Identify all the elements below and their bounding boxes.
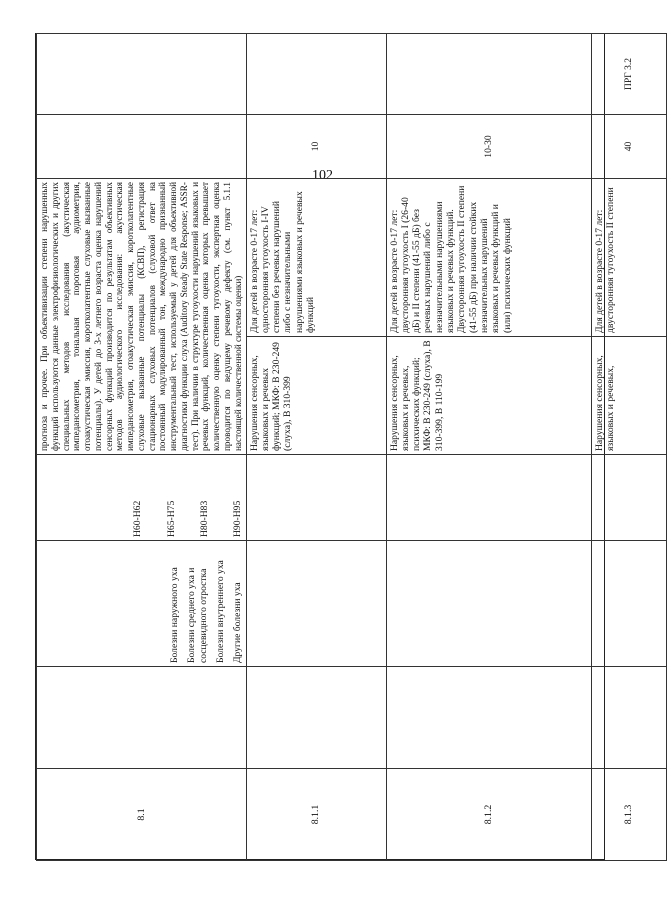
rotated-table-frame <box>35 33 634 860</box>
table-row <box>246 34 386 861</box>
disease-name: Другие болезни уха <box>232 582 244 663</box>
impairment-description: Нарушения сенсорных, языковых и речевых, <box>591 337 666 455</box>
row-code: 8.1 <box>37 769 247 861</box>
rehab-group: ПРГ 3.2 <box>591 34 666 115</box>
disease-name: Болезни наружного уха <box>168 567 180 663</box>
table-row <box>591 34 666 861</box>
percent-value: 10 <box>246 115 386 179</box>
icd-code: H60-H62 <box>132 500 144 537</box>
disease-list <box>37 541 247 667</box>
icd-code: H80-H83 <box>198 500 210 537</box>
table-row <box>386 34 591 861</box>
row-code: 8.1.1 <box>246 769 386 861</box>
criteria-description: Для детей в возрасте 0-17 лет: односторонняя тугоухость I-IV степени без речевых нарушений либо с незначительными нарушениями языковых и речевых функций <box>246 179 386 337</box>
icd-code: H90-H95 <box>232 500 244 537</box>
impairment-description: Нарушения сенсорных, языковых и речевых функций; МКФ: B 230-249 (слуха), B 310-399 <box>246 337 386 455</box>
criteria-description: Для детей в возрасте 0-17 лет: двусторонняя тугоухость I (26-40 дБ) и II степени (41-55 дБ) без речевых нарушений либо с незначительными нарушениями языковых и речевых функций. Двусторонняя тугоухость II степени (41-55 дБ) при наличии стойких незначительных нарушений языковых и речевых функций и (или) психических функций <box>386 179 591 337</box>
impairment-description: Нарушения сенсорных, языковых и речевых, психических функций; МКФ: B 230-249 (слуха), B 310-399, B 110-199 <box>386 337 591 455</box>
percent-value: 40 <box>591 115 666 179</box>
disease-name: Болезни внутреннего уха <box>214 560 226 663</box>
disease-name: Болезни среднего уха и сосцевидного отростка <box>186 567 209 663</box>
criteria-description: Для детей в возрасте 0-17 лет: двусторонняя тугоухость II степени <box>591 179 666 337</box>
percent-value: 10-30 <box>386 115 591 179</box>
assessment-description: прогноза и прочее. При объективизации степени нарушенных функций используются данные электрофизиологических и других специальных методов исследования (акустическая импедансометрия, тональная пороговая аудиометрия, отоакустическая эмиссия, коротколатентные слуховые вызванные потенциалы). У детей до 3-х летнего возраста оценка нарушений сенсорных функций производится по результатам объективных методов аудиологического исследования: акустическая импедансометрия, отоакустическая эмиссия, коротколатентные слуховые вызванные потенциалы (КСВП), регистрация стационарных слуховых потенциалов (слуховой ответ на постоянный модулированный тон, международно признанный инструментальный тест, используемый у детей для объективной диагностики функции слуха (Auditory Steady State Response; ASSR-тест). При наличии в структуре тугоухости нарушений языковых и речевых функций, количественная оценка которых превышает количественную оценку степени тугоухости, экспертная оценка проводится по ведущему речевому дефекту (см. пункт 5.1.1 настоящей количественной системы оценки) <box>37 179 247 455</box>
row-code: 8.1.3 <box>591 769 666 861</box>
page-number: 102 <box>312 168 333 183</box>
icd-code-list <box>37 455 247 541</box>
row-code: 8.1.2 <box>386 769 591 861</box>
table-row <box>37 34 247 861</box>
icd-code: H65-H75 <box>165 500 177 537</box>
disability-criteria-table <box>36 33 667 861</box>
